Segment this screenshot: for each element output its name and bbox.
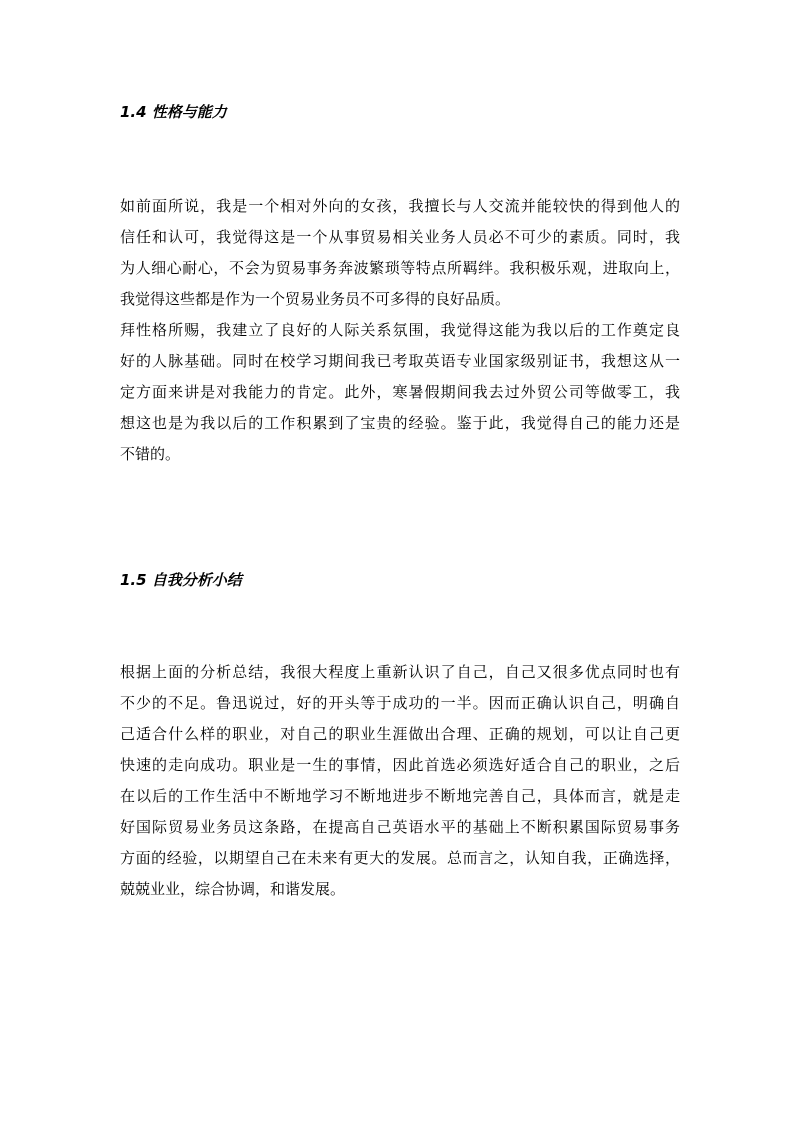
text-line: 兢兢业业，综合协调，和谐发展。 xyxy=(120,880,346,898)
text-line: 如前面所说，我是一个相对外向的女孩，我擅长与人交流并能较快的得到他人的 xyxy=(120,197,680,215)
text-line: 定方面来讲是对我能力的肯定。此外，寒暑假期间我去过外贸公司等做零工，我 xyxy=(120,383,680,401)
text-line: 己适合什么样的职业，对自己的职业生涯做出合理、正确的规划，可以让自己更 xyxy=(120,725,680,743)
text-line: 好的人脉基础。同时在校学习期间我已考取英语专业国家级别证书，我想这从一 xyxy=(120,352,680,370)
text-line: 好国际贸易业务员这条路，在提高自己英语水平的基础上不断积累国际贸易事务 xyxy=(120,818,680,836)
text-line: 为人细心耐心，不会为贸易事务奔波繁琐等特点所羁绊。我积极乐观，进取向上， xyxy=(120,259,680,277)
section-heading-1-4: 1.4 性格与能力 xyxy=(120,103,227,121)
text-line: 在以后的工作生活中不断地学习不断地进步不断地完善自己，具体而言，就是走 xyxy=(120,787,680,805)
text-line: 不少的不足。鲁迅说过，好的开头等于成功的一半。因而正确认识自己，明确自 xyxy=(120,694,680,712)
text-line: 想这也是为我以后的工作积累到了宝贵的经验。鉴于此，我觉得自己的能力还是 xyxy=(120,414,680,432)
text-line: 信任和认可，我觉得这是一个从事贸易相关业务人员必不可少的素质。同时，我 xyxy=(120,228,680,246)
text-line: 方面的经验，以期望自己在未来有更大的发展。总而言之，认知自我，正确选择， xyxy=(120,849,680,867)
paragraph-personality xyxy=(120,191,680,315)
section-heading-1-5: 1.5 自我分析小结 xyxy=(120,571,242,589)
paragraph-ability xyxy=(120,315,680,470)
text-line: 根据上面的分析总结，我很大程度上重新认识了自己，自己又很多优点同时也有 xyxy=(120,663,680,681)
paragraph-summary xyxy=(120,657,680,905)
text-line: 拜性格所赐，我建立了良好的人际关系氛围，我觉得这能为我以后的工作奠定良 xyxy=(120,321,680,339)
text-line: 快速的走向成功。职业是一生的事情，因此首选必须选好适合自己的职业，之后 xyxy=(120,756,680,774)
text-line: 我觉得这些都是作为一个贸易业务员不可多得的良好品质。 xyxy=(120,290,511,308)
text-line: 不错的。 xyxy=(120,445,181,463)
